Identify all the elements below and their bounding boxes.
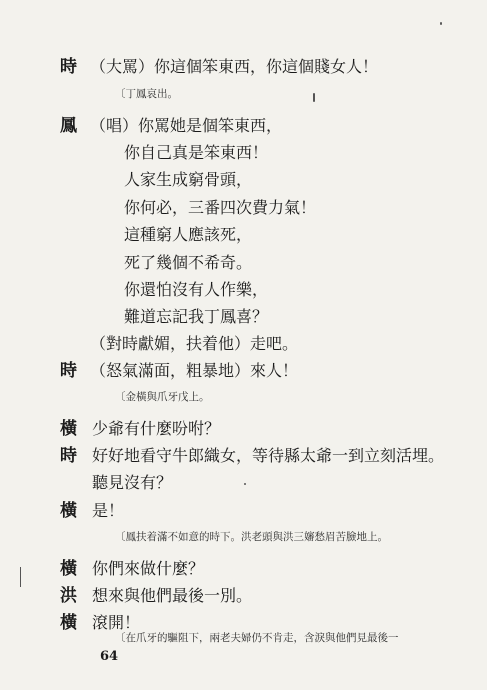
speaker-label: 時 xyxy=(60,57,77,77)
dialogue-text: 你何必，三番四次費力氣！ xyxy=(124,198,317,217)
dialogue-text: 死了幾個不希奇。 xyxy=(124,253,253,272)
speaker-label: 橫 xyxy=(60,501,77,521)
stage-direction: 〔金橫與爪牙戊上。 xyxy=(115,391,210,403)
dialogue-text: 人家生成窮骨頭， xyxy=(124,170,253,189)
dialogue-text: 滾開！ xyxy=(92,613,141,632)
scan-speck xyxy=(440,22,442,25)
speaker-label: 橫 xyxy=(60,613,77,633)
scan-speck xyxy=(313,93,315,102)
dialogue-text: 少爺有什麼吩咐？ xyxy=(92,419,221,438)
scan-speck xyxy=(244,483,246,485)
dialogue-text: 想來與他們最後一別。 xyxy=(92,586,253,605)
dialogue-text: 你自己真是笨東西！ xyxy=(124,143,269,162)
dialogue-text: 你們來做什麼？ xyxy=(92,559,205,578)
stage-direction: 〔丁鳳哀出。 xyxy=(115,88,178,100)
dialogue-text: （大罵）你這個笨東西，你這個賤女人！ xyxy=(90,57,379,76)
dialogue-text: 你還怕沒有人作樂， xyxy=(124,280,269,299)
speaker-label: 洪 xyxy=(60,586,77,606)
speaker-label: 橫 xyxy=(60,419,77,439)
dialogue-text: （怒氣滿面，粗暴地）來人！ xyxy=(90,361,299,380)
dialogue-text: 難道忘記我丁鳳喜？ xyxy=(124,307,269,326)
scan-speck xyxy=(20,567,21,587)
speaker-label: 時 xyxy=(60,361,77,381)
stage-direction: 〔在爪牙的驅阻下，兩老夫婦仍不肯走，含淚與他們見最後一 xyxy=(115,632,399,644)
page-number: 64 xyxy=(100,649,119,664)
dialogue-text: 聽見沒有？ xyxy=(92,473,173,492)
stage-direction: 〔鳳扶着滿不如意的時下。洪老頭與洪三嬸愁眉苦臉地上。 xyxy=(115,531,388,543)
dialogue-text: （唱）你罵她是個笨東西， xyxy=(90,116,283,135)
speaker-label: 時 xyxy=(60,446,77,466)
speaker-label: 橫 xyxy=(60,559,77,579)
dialogue-text: 是！ xyxy=(92,501,125,520)
dialogue-text: 好好地看守牛郎織女，等待縣太爺一到立刻活埋。 xyxy=(92,446,445,465)
speaker-label: 鳳 xyxy=(60,116,77,136)
dialogue-text: （對時獻媚，扶着他）走吧。 xyxy=(90,334,299,353)
dialogue-text: 這種窮人應該死， xyxy=(124,225,253,244)
